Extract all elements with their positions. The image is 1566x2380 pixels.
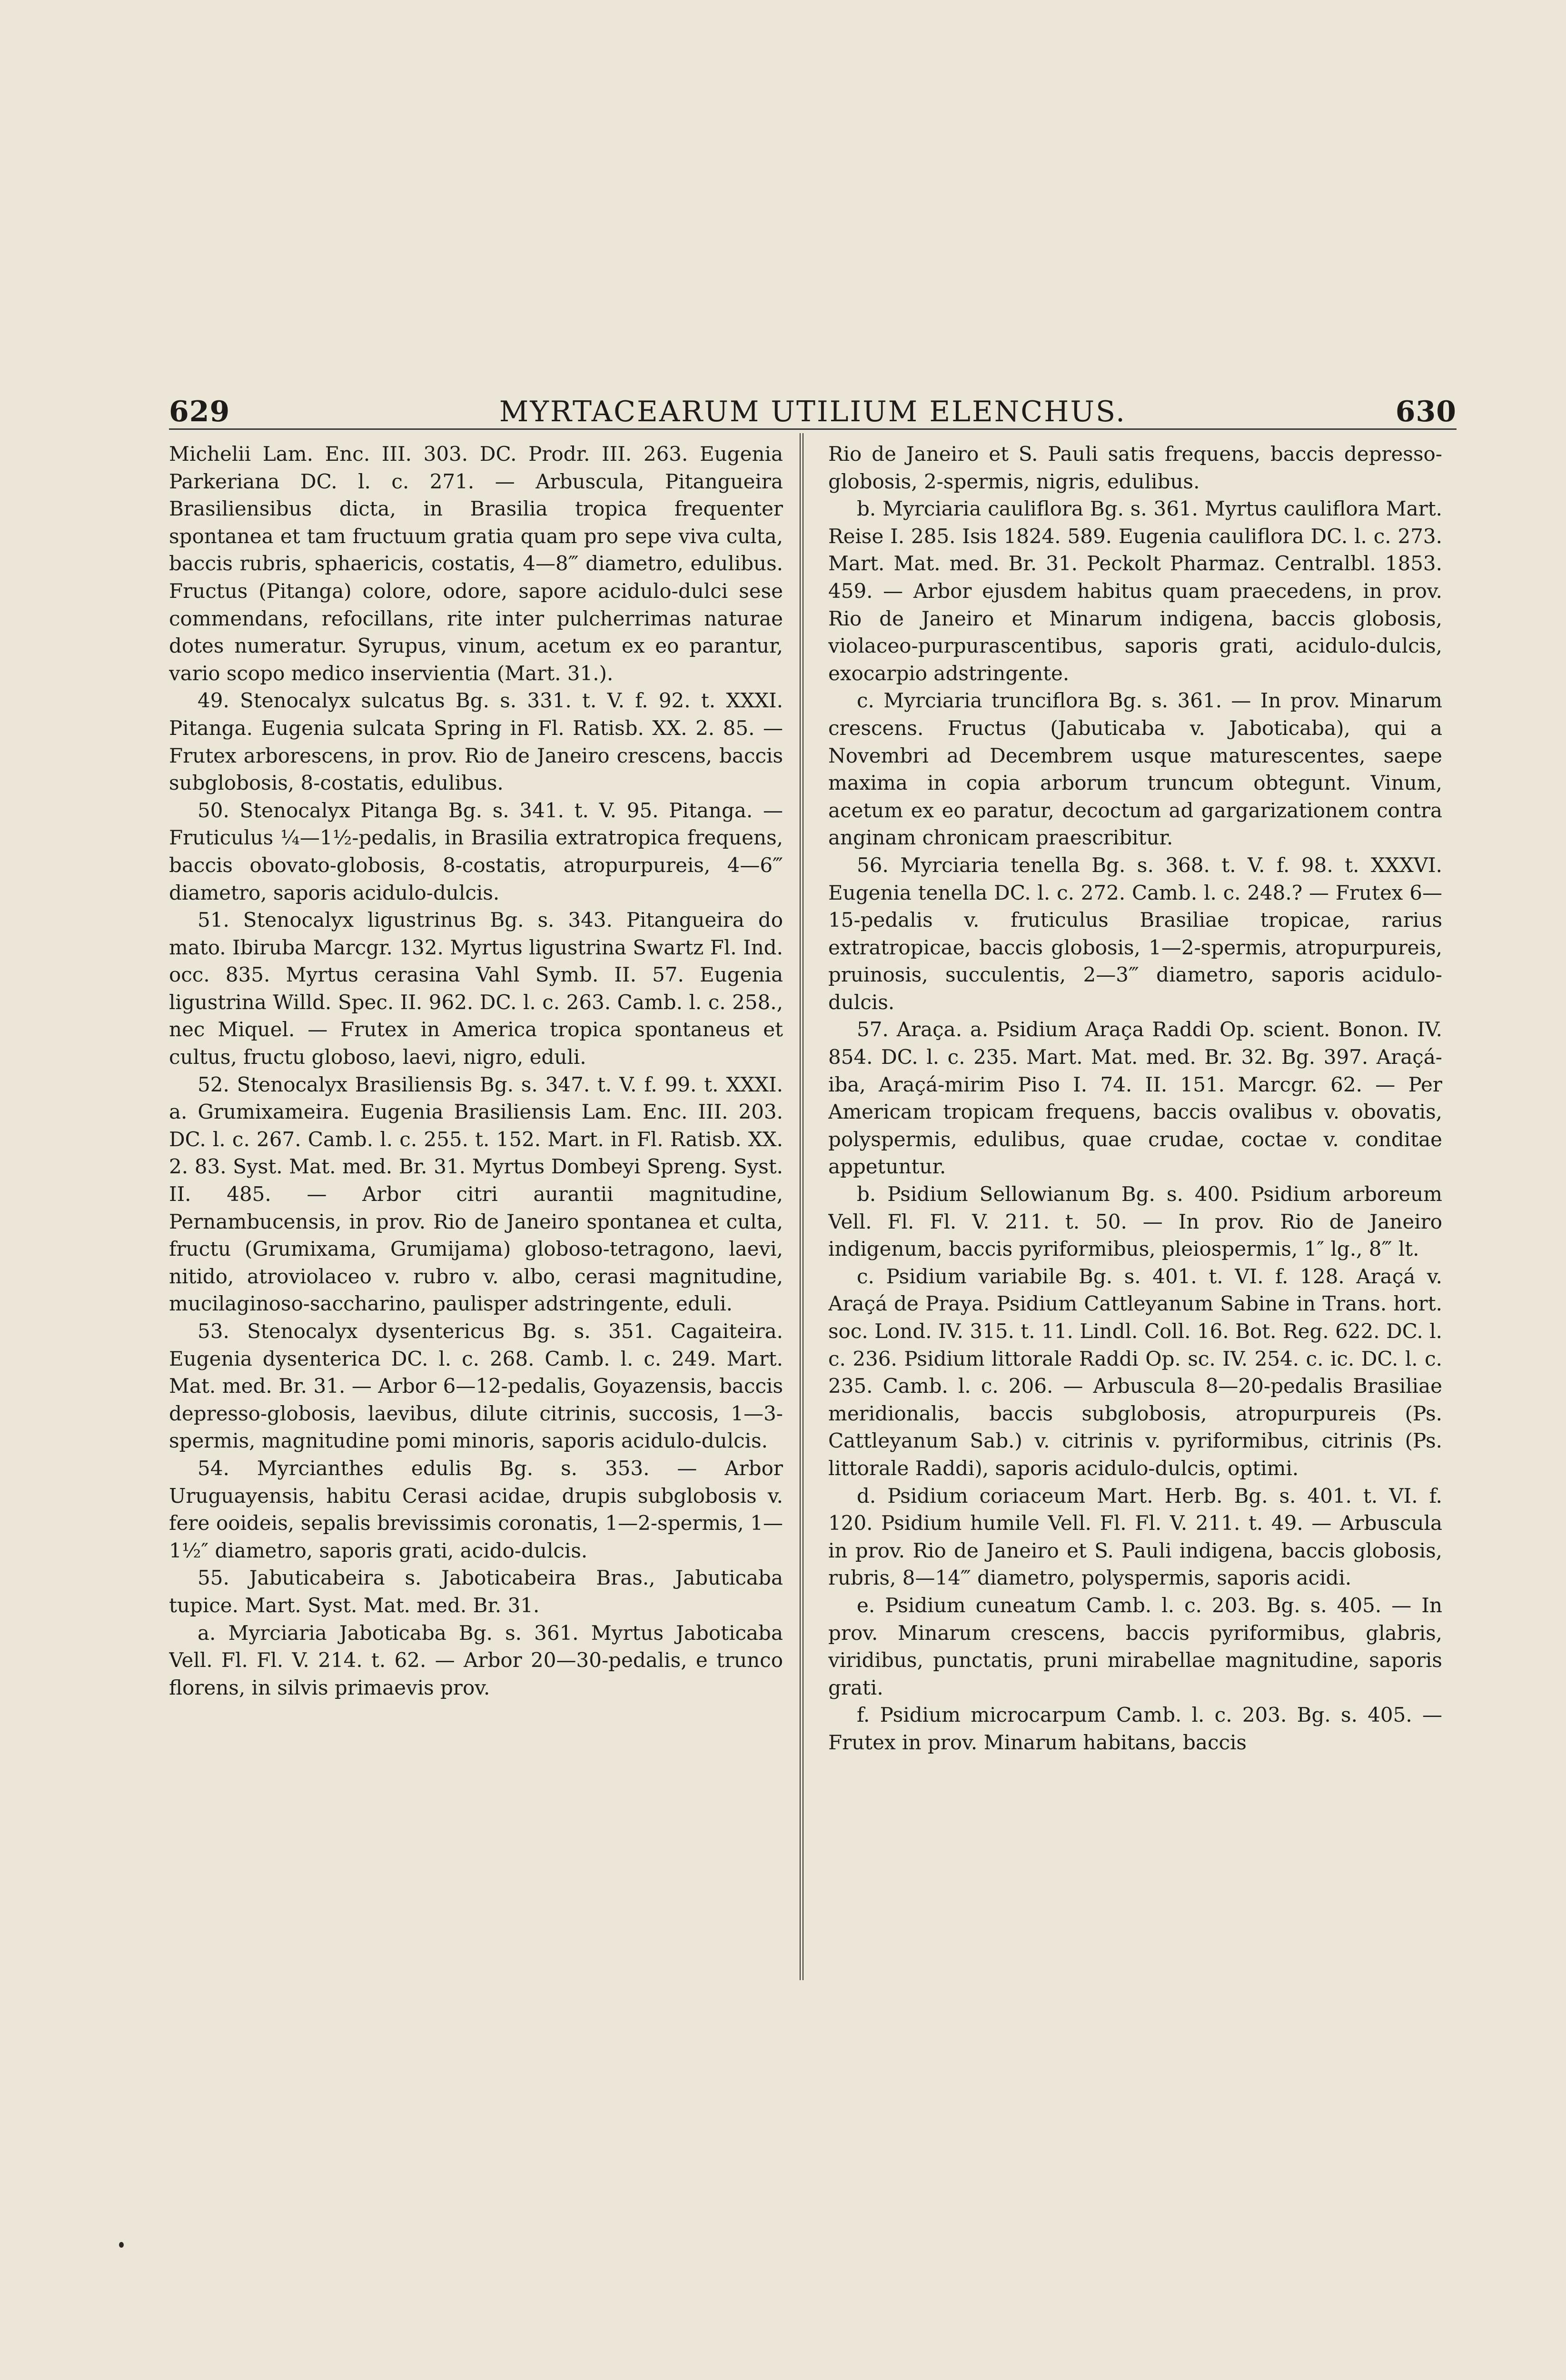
right-column [828, 440, 1442, 1973]
entry-55: 55. Jabuticabeira s. Jaboticabeira Bras., Jabuticaba tupice. Mart. Syst. Mat. med. Br. 31. [169, 1566, 783, 1617]
page-number-right: 630 [1395, 395, 1457, 428]
entry-56: 56. Myrciaria tenella Bg. s. 368. t. V. f. 98. t. XXXVI. Eugenia tenella DC. l. c. 272. Camb. l. c. 248.? — Frutex 6—15-pedalis v. fruticulus Brasiliae tropicae, rarius extratropicae, baccis globosis, 1—2-spermis, atropurpureis, pruinosis, succulentis, 2—3‴ diametro, saporis acidulo-dulcis. [828, 853, 1442, 1014]
entry-57e: e. Psidium cuneatum Camb. l. c. 203. Bg. s. 405. — In prov. Minarum crescens, baccis pyriformibus, glabris, viridibus, punctatis, pruni mirabellae magnitudine, saporis grati. [828, 1593, 1442, 1699]
entry-57f: f. Psidium microcarpum Camb. l. c. 203. Bg. s. 405. — Frutex in prov. Minarum habitans, baccis [828, 1703, 1442, 1754]
entry-55c: c. Myrciaria trunciflora Bg. s. 361. — In prov. Minarum crescens. Fructus (Jabuticaba v. Jaboticaba), qui a Novembri ad Decembrem usque maturescentes, saepe maxima in copia arborum truncum obtegunt. Vinum, acetum ex eo paratur, decoctum ad gargarizationem contra anginam chronicam praescribitur. [828, 689, 1442, 850]
entry-55a: a. Myrciaria Jaboticaba Bg. s. 361. Myrtus Jaboticaba Vell. Fl. Fl. V. 214. t. 62. — Arbor 20—30-pedalis, e trunco florens, in silvis primaevis prov. [169, 1621, 783, 1699]
entry-51: 51. Stenocalyx ligustrinus Bg. s. 343. Pitangueira do mato. Ibiruba Marcgr. 132. Myrtus ligustrina Swartz Fl. Ind. occ. 835. Myrtus cerasina Vahl Symb. II. 57. Eugenia ligustrina Willd. Spec. II. 962. DC. l. c. 263. Camb. l. c. 258., nec Miquel. — Frutex in America tropica spontaneus et cultus, fructu globoso, laevi, nigro, eduli. [169, 908, 783, 1069]
entry-50: 50. Stenocalyx Pitanga Bg. s. 341. t. V. 95. Pitanga. — Fruticulus ¼—1½-pedalis, in Brasilia extratropica frequens, baccis obovato-globosis, 8-costatis, atropurpureis, 4—6‴ diametro, saporis acidulo-dulcis. [169, 798, 783, 904]
entry-57b: b. Psidium Sellowianum Bg. s. 400. Psidium arboreum Vell. Fl. Fl. V. 211. t. 50. — In prov. Rio de Janeiro indigenum, baccis pyriformibus, pleiospermis, 1″ lg., 8‴ lt. [828, 1182, 1442, 1261]
entry-55a-continued: Rio de Janeiro et S. Pauli satis frequens, baccis depresso-globosis, 2-spermis, nigris, edulibus. [828, 442, 1442, 493]
running-title: MYRTACEARUM UTILIUM ELENCHUS. [499, 395, 1127, 428]
entry-54: 54. Myrcianthes edulis Bg. s. 353. — Arbor Uruguayensis, habitu Cerasi acidae, drupis subglobosis v. fere ooideis, sepalis brevissimis coronatis, 1—2-spermis, 1—1½″ diametro, saporis grati, acido-dulcis. [169, 1456, 783, 1562]
entry-57a: 57. Araça. a. Psidium Araça Raddi Op. scient. Bonon. IV. 854. DC. l. c. 235. Mart. Mat. med. Br. 32. Bg. 397. Araçá-iba, Araçá-mirim Piso I. 74. II. 151. Marcgr. 62. — Per Americam tropicam frequens, baccis ovalibus v. obovatis, polyspermis, edulibus, quae crudae, coctae v. conditae appetuntur. [828, 1018, 1442, 1179]
ink-speck [119, 2242, 124, 2248]
header-rule [169, 428, 1457, 430]
left-column [169, 440, 783, 1973]
entry-49: 49. Stenocalyx sulcatus Bg. s. 331. t. V. f. 92. t. XXXI. Pitanga. Eugenia sulcata Spring in Fl. Ratisb. XX. 2. 85. — Frutex arborescens, in prov. Rio de Janeiro crescens, baccis subglobosis, 8-costatis, edulibus. [169, 689, 783, 795]
entry-52: 52. Stenocalyx Brasiliensis Bg. s. 347. t. V. f. 99. t. XXXI. a. Grumixameira. Eugenia Brasiliensis Lam. Enc. III. 203. DC. l. c. 267. Camb. l. c. 255. t. 152. Mart. in Fl. Ratisb. XX. 2. 83. Syst. Mat. med. Br. 31. Myrtus Dombeyi Spreng. Syst. II. 485. — Arbor citri aurantii magnitudine, Pernambucensis, in prov. Rio de Janeiro spontanea et culta, fructu (Grumixama, Grumijama) globoso-tetragono, laevi, nitido, atroviolaceo v. rubro v. albo, cerasi magnitudine, mucilaginoso-saccharino, paulisper adstringente, eduli. [169, 1072, 783, 1316]
entry-55b: b. Myrciaria cauliflora Bg. s. 361. Myrtus cauliflora Mart. Reise I. 285. Isis 1824. 589. Eugenia cauliflora DC. l. c. 273. Mart. Mat. med. Br. 31. Peckolt Pharmaz. Centralbl. 1853. 459. — Arbor ejusdem habitus quam praecedens, in prov. Rio de Janeiro et Minarum indigena, baccis globosis, violaceo-purpurascentibus, saporis grati, acidulo-dulcis, exocarpio adstringente. [828, 497, 1442, 685]
entry-57d: d. Psidium coriaceum Mart. Herb. Bg. s. 401. t. VI. f. 120. Psidium humile Vell. Fl. Fl. V. 211. t. 49. — Arbuscula in prov. Rio de Janeiro et S. Pauli indigena, baccis globosis, rubris, 8—14‴ diametro, polyspermis, saporis acidi. [828, 1484, 1442, 1590]
column-divider [800, 433, 803, 1980]
page-number-left: 629 [169, 395, 230, 428]
entry-continued: Michelii Lam. Enc. III. 303. DC. Prodr. III. 263. Eugenia Parkeriana DC. l. c. 271. — Arbuscula, Pitangueira Brasiliensibus dicta, in Brasilia tropica frequenter spontanea et tam fructuum gratia quam pro sepe viva culta, baccis rubris, sphaericis, costatis, 4—8‴ diametro, edulibus. Fructus (Pitanga) colore, odore, sapore acidulo-dulci sese commendans, refocillans, rite inter pulcherrimas naturae dotes numeratur. Syrupus, vinum, acetum ex eo parantur, vario scopo medico inservientia (Mart. 31.). [169, 442, 783, 685]
entry-53: 53. Stenocalyx dysentericus Bg. s. 351. Cagaiteira. Eugenia dysenterica DC. l. c. 268. Camb. l. c. 249. Mart. Mat. med. Br. 31. — Arbor 6—12-pedalis, Goyazensis, baccis depresso-globosis, laevibus, dilute citrinis, succosis, 1—3-spermis, magnitudine pomi minoris, saporis acidulo-dulcis. [169, 1319, 783, 1453]
entry-57c: c. Psidium variabile Bg. s. 401. t. VI. f. 128. Araçá v. Araçá de Praya. Psidium Cattleyanum Sabine in Trans. hort. soc. Lond. IV. 315. t. 11. Lindl. Coll. 16. Bot. Reg. 622. DC. l. c. 236. Psidium littorale Raddi Op. sc. IV. 254. c. ic. DC. l. c. 235. Camb. l. c. 206. — Arbuscula 8—20-pedalis Brasiliae meridionalis, baccis subglobosis, atropurpureis (Ps. Cattleyanum Sab.) v. citrinis v. pyriformibus, citrinis (Ps. littorale Raddi), saporis acidulo-dulcis, optimi. [828, 1264, 1442, 1480]
